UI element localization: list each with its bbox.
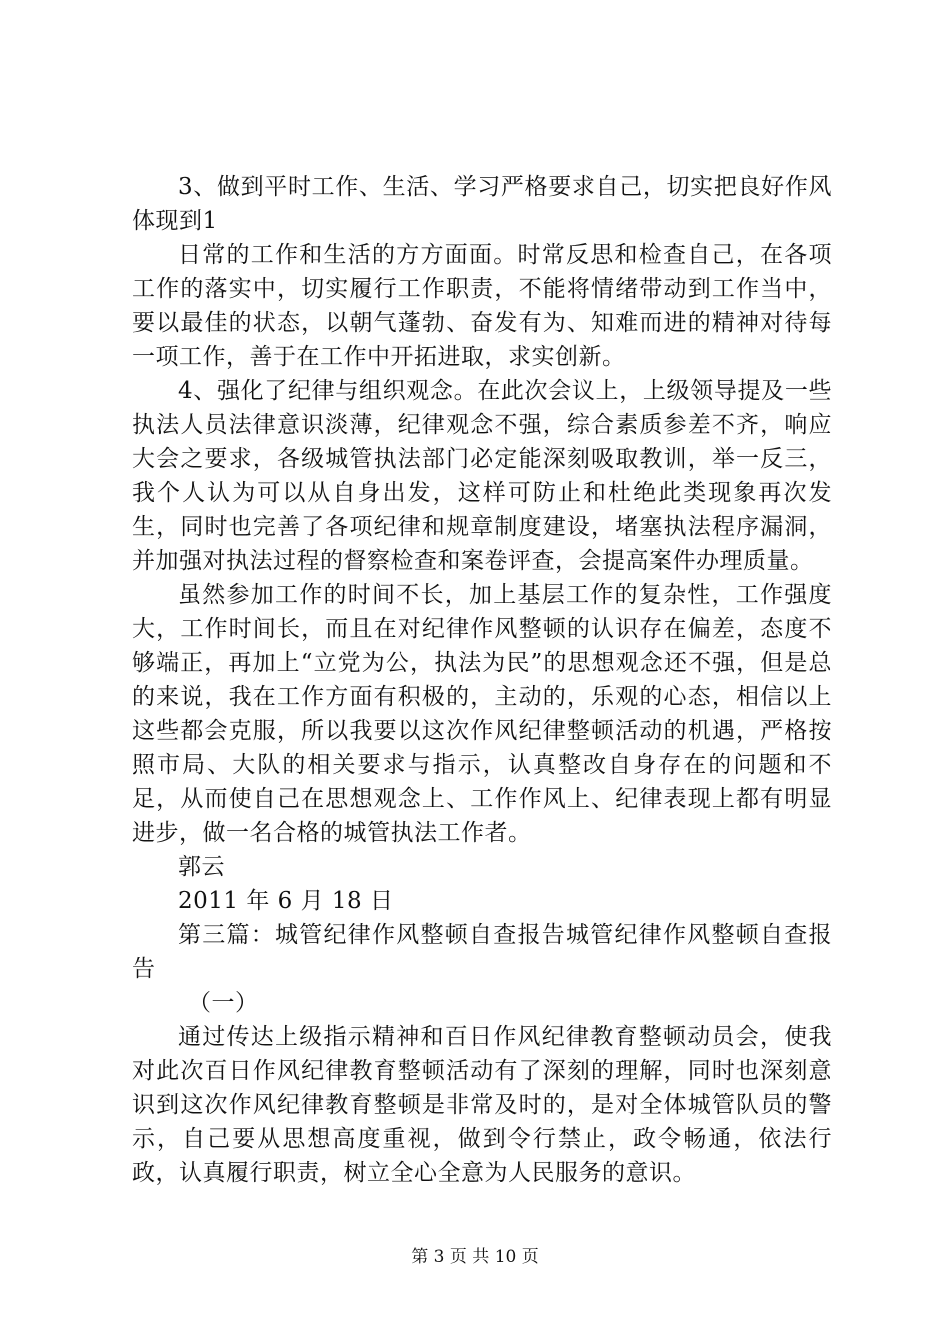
paragraph-item-3: 3、做到平时工作、生活、学习严格要求自己，切实把良好作风体现到1 [132,174,832,234]
paragraph-item-4: 4、强化了纪律与组织观念。在此次会议上，上级领导提及一些执法人员法律意识淡薄，纪律观念不强，综合素质参差不齐，响应大会之要求，各级城管执法部门必定能深刻吸取教训，举一反三，我个人认为可以从自身出发，这样可防止和杜绝此类现象再次发生，同时也完善了各项纪律和规章制度建设，堵塞执法程序漏洞，并加强对执法过程的督察检查和案卷评查，会提高案件办理质量。 [132,378,832,574]
subsection-heading: （一） [188,990,259,1016]
signature-name: 郭云 [178,854,225,880]
page-number-footer: 第 3 页 共 10 页 [411,1247,539,1267]
signature-date: 2011 年 6 月 18 日 [178,888,394,914]
paragraph-daily-work: 日常的工作和生活的方方面面。时常反思和检查自己，在各项工作的落实中，切实履行工作职责，不能将情绪带动到工作当中，要以最佳的状态，以朝气蓬勃、奋发有为、知难而进的精神对待每一项工作，善于在工作中开拓进取，求实创新。 [132,242,832,370]
section-paragraph: 通过传达上级指示精神和百日作风纪律教育整顿动员会，使我对此次百日作风纪律教育整顿活动有了深刻的理解，同时也深刻意识到这次作风纪律教育整顿是非常及时的，是对全体城管队员的警示，自己要从思想高度重视，做到令行禁止，政令畅通，依法行政，认真履行职责，树立全心全意为人民服务的意识。 [132,1024,832,1186]
document-body [132,170,832,1190]
section-title: 第三篇：城管纪律作风整顿自查报告城管纪律作风整顿自查报告 [132,922,832,982]
paragraph-summary: 虽然参加工作的时间不长，加上基层工作的复杂性，工作强度大，工作时间长，而且在对纪律作风整顿的认识存在偏差，态度不够端正，再加上“立党为公，执法为民”的思想观念还不强，但是总的来说，我在工作方面有积极的，主动的，乐观的心态，相信以上这些都会克服，所以我要以这次作风纪律整顿活动的机遇，严格按照市局、大队的相关要求与指示，认真整改自身存在的问题和不足，从而使自己在思想观念上、工作作风上、纪律表现上都有明显进步，做一名合格的城管执法工作者。 [132,582,832,846]
